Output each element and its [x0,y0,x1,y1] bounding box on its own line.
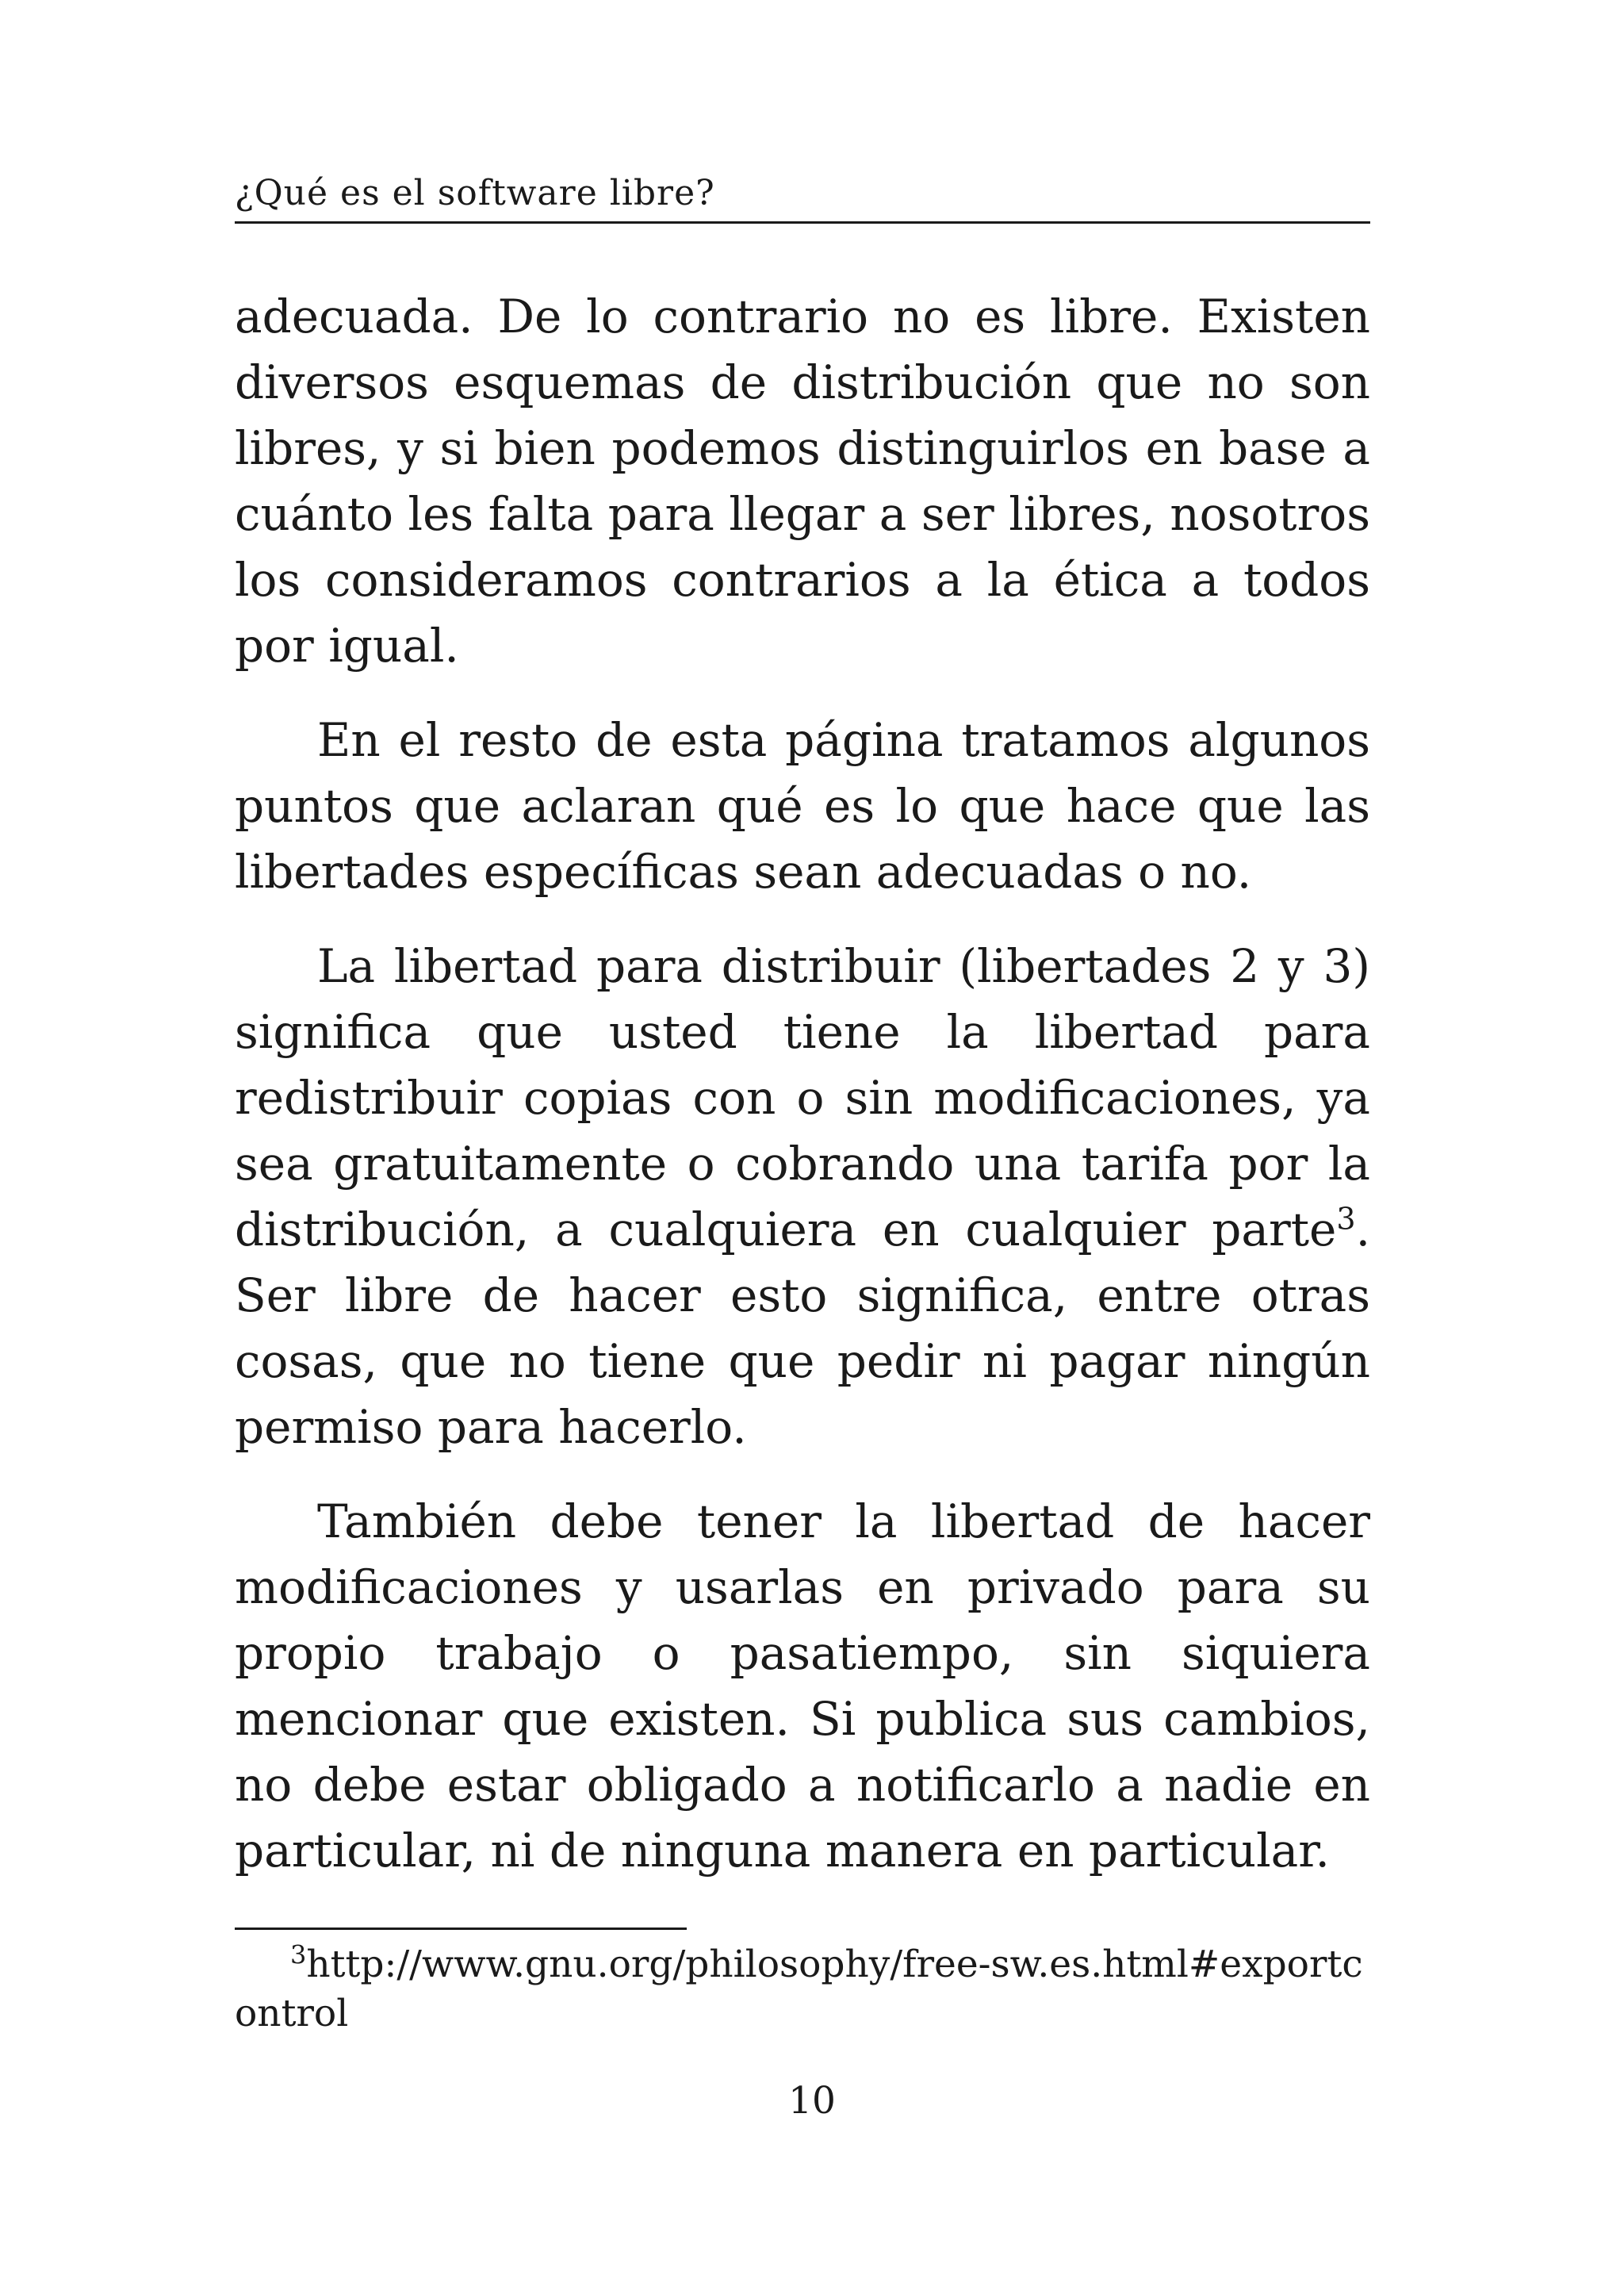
paragraph-with-footnote [235,934,1370,1460]
paragraph-continued: adecuada. De lo contrario no es libre. Existen diversos esquemas de distribución que no son libres, y si bien podemos distinguirlos en base a cuánto les falta para llegar a ser libres, nosotros los consideramos contrarios a la ética a todos por igual. [235,290,1370,673]
footnote-mark: 3 [290,1939,307,1970]
paragraph: En el resto de esta página tratamos algunos puntos que aclaran qué es lo que hace que las libertades específicas sean adecuadas o no. [235,713,1370,899]
paragraph: También debe tener la libertad de hacer modificaciones y usarlas en privado para su propio trabajo o pasatiempo, sin siquiera mencionar que existen. Si publica sus cambios, no debe estar obligado a notificarlo a nadie en particular, ni de ninguna manera en particular. [235,1494,1370,1878]
running-title: ¿Qué es el software libre? [235,173,715,213]
footnote-rule [235,1928,687,1930]
paragraph-text: . Ser libre de hacer esto significa, entre otras cosas, que no tiene que pedir ni pagar ningún permiso para hacerlo. [235,1203,1370,1454]
footnote [235,1940,1370,2039]
footnote-url: http://www.gnu.org/philosophy/free-sw.es.html#exportcontrol [235,1943,1363,2035]
body-text [235,284,1370,1912]
paragraph-text: La libertad para distribuir (libertades 2 y 3) significa que usted tiene la libertad para redistribuir copias con o sin modificaciones, ya sea gratuitamente o cobrando una tarifa por la distribución, a cualquiera en cualquier parte [235,939,1370,1256]
header-rule [235,221,1370,224]
footnote-reference: 3 [1336,1201,1356,1237]
page-number: 10 [788,2079,836,2123]
